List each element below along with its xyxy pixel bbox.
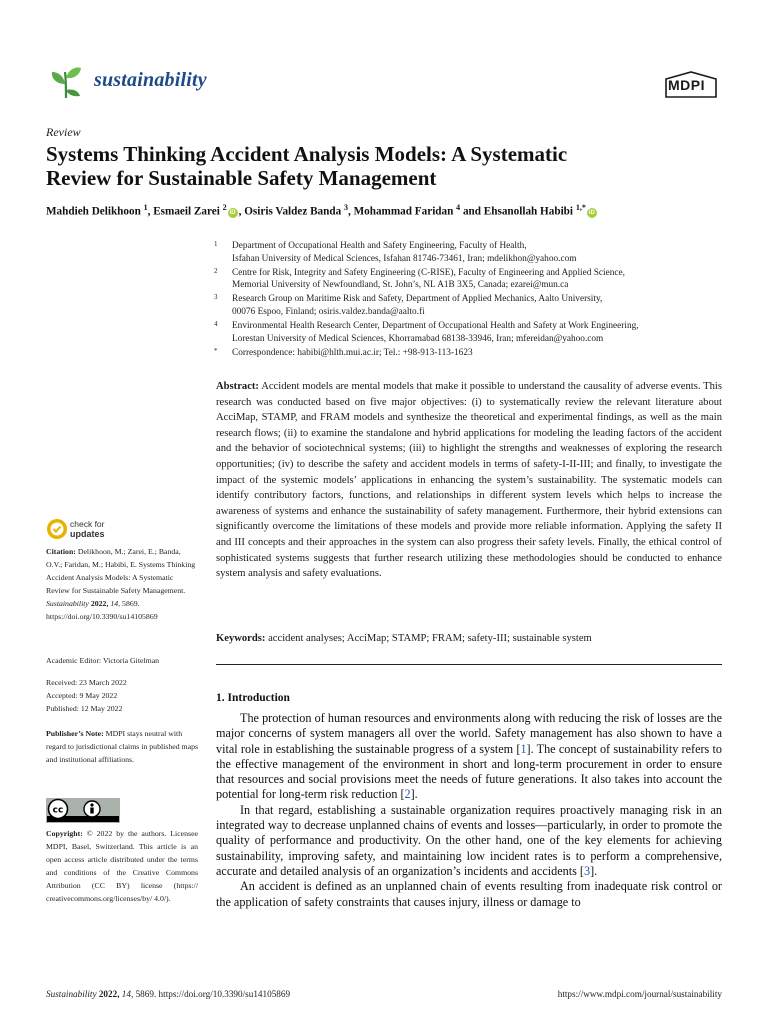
cc-by-license-icon[interactable]: [46, 798, 120, 823]
author-name[interactable]: Esmaeil Zarei: [153, 205, 220, 218]
paragraph: [216, 879, 722, 910]
footer-doi[interactable]: 5869. https://doi.org/10.3390/su14105869: [135, 989, 291, 999]
citation-text: Delikhoon, M.; Zarei, E.; Banda, O.V.; Faridan, M.; Habibi, E. Systems Thinking Accident Analysis Models: A Systematic Review for Sustainable Safety Management.: [46, 547, 196, 595]
author-name[interactable]: Ehsanollah Habibi: [483, 205, 574, 218]
affiliation-line: Centre for Risk, Integrity and Safety Engineering (C-RISE), Faculty of Engineering and Applied Science,: [232, 267, 625, 278]
publisher-note-label: Publisher’s Note:: [46, 729, 104, 738]
author-separator: ,: [238, 205, 245, 218]
footer-citation: [46, 989, 290, 999]
keywords: [216, 631, 722, 646]
affiliation-number: 1: [214, 240, 218, 248]
citation-journal: Sustainability: [46, 599, 89, 608]
publisher-note: [46, 727, 198, 766]
citation-volume: 14,: [110, 599, 121, 608]
correspondence-item: [210, 347, 740, 360]
affiliation-line: Environmental Health Research Center, Department of Occupational Health and Safety at Work Engineering,: [232, 321, 639, 332]
author-separator: and: [460, 205, 484, 218]
abstract-label: Abstract:: [216, 381, 259, 392]
author-separator: ,: [347, 205, 354, 218]
copyright-text: © 2022 by the authors. Licensee MDPI, Basel, Switzerland. This article is an open access article distributed under the terms and conditions of the Creative Commons Attribution (CC BY) license (https:// creativecommons.org/licenses/by/ 4.0/).: [46, 829, 198, 903]
citation-link[interactable]: 2: [404, 787, 411, 802]
section-heading: 1. Introduction: [216, 692, 290, 704]
footer-year: 2022,: [98, 989, 120, 999]
text-run: ]. The concept of sustainability refers to the effective management of the environment in short and long-term procurement in order to ensure that resources and social provisions meet the needs of future generations. It also takes into account the potential for long-term risk reduction [: [216, 741, 723, 802]
affiliation-line: Memorial University of Newfoundland, St. John’s, NL A1B 3X5, Canada; ezarei@mun.ca: [232, 280, 569, 291]
article-type: Review: [46, 125, 81, 139]
accepted-date: Accepted: 9 May 2022: [46, 691, 118, 700]
affiliation-item: [210, 267, 740, 292]
footer-journal-url[interactable]: https://www.mdpi.com/journal/sustainability: [557, 989, 722, 999]
author-name[interactable]: Osiris Valdez Banda: [244, 205, 342, 218]
affiliation-line: Research Group on Maritime Risk and Safety, Department of Applied Mechanics, Aalto University,: [232, 294, 603, 305]
keywords-label: Keywords:: [216, 633, 266, 644]
footer-journal: Sustainability: [46, 989, 97, 999]
affiliation-line: Isfahan University of Medical Sciences, Isfahan 81746-73461, Iran; mdelikhon@yahoo.com: [232, 253, 577, 264]
article-title: [46, 142, 726, 190]
author-affil-ref: 1,*: [575, 203, 586, 212]
check-updates-label: updates: [70, 529, 105, 539]
text-run: The protection of human resources and environments along with reducing the risk of losses are the major concerns of system managers all over the world. Safety management has also shown to have a vital role in establishing the sustainable progress of a system [: [216, 711, 722, 756]
section-divider: [216, 664, 722, 665]
published-date: Published: 12 May 2022: [46, 704, 123, 713]
check-for-updates-badge[interactable]: [46, 516, 126, 542]
text-run: An accident is defined as an unplanned chain of events resulting from inadequate risk control or the application of safety constraints that causes injury, illness or damage to: [216, 879, 722, 909]
copyright-label: Copyright:: [46, 829, 83, 838]
publisher-name: MDPI: [668, 77, 705, 93]
affiliation-item: [210, 320, 740, 345]
citation-label: Citation:: [46, 547, 76, 556]
correspondence-line[interactable]: Correspondence: habibi@hlth.mui.ac.ir; Tel.: +98-913-113-1623: [232, 347, 473, 358]
publisher-note-text: MDPI stays neutral with regard to jurisdictional claims in published maps and institutional affiliations.: [46, 729, 199, 764]
affiliation-line: Department of Occupational Health and Safety Engineering, Faculty of Health,: [232, 241, 527, 251]
author-affil-ref: 2: [222, 203, 227, 212]
citation-link[interactable]: 1: [520, 741, 527, 756]
citation-doi[interactable]: 5869. https://doi.org/10.3390/su14105869: [46, 599, 158, 621]
citation-year: 2022,: [90, 599, 109, 608]
title-line-2: Review for Sustainable Safety Management: [46, 166, 437, 190]
affiliation-number: 3: [214, 293, 218, 302]
journal-logo-icon: [46, 62, 86, 102]
keywords-text: accident analyses; AcciMap; STAMP; FRAM; safety-III; sustainable system: [268, 633, 592, 644]
author-name[interactable]: Mahdieh Delikhoon: [46, 205, 141, 218]
author-affil-ref: 1: [143, 203, 148, 212]
abstract-text: Accident models are mental models that make it possible to understand the causality of adverse events. This research was conducted based on five major objectives: (i) to systematically review the relevant literature about AcciMap, STAMP, and FRAM models and synthesize the theoretical and experimental findings, as well as the main research flows; (ii) to examine the standalone and hybrid applications for modeling the leading factors of the accident and the behavior of sociotechnical systems; (iii) to highlight the strengths and weaknesses of exploring the research opportunities; (iv) to describe the safety and accident models in terms of safety-I-II-III; and finally, to investigate the impact of the systemic models’ applications in enhancing the system’s sustainability. The systematic models can identify contributory factors, functions, and relationships in different system levels which helps to increase the awareness of systems and enhance the sustainability of safety management. Furthermore, their hybrid extensions can significantly overcome the limitations of these models and provide more reliable information. Applying the safety II and III concepts and their approaches in the system can also progress their safety levels. Finally, the ethical control of sophisticated systems suggests that further research utilizing these methodologies should be conducted to enhance system analysis and safety evaluations.: [216, 381, 722, 580]
affiliation-item: [210, 293, 740, 318]
affiliation-line: 00076 Espoo, Finland; osiris.valdez.banda@aalto.fi: [232, 306, 425, 317]
citation-link[interactable]: 3: [583, 863, 591, 878]
affiliations: [210, 240, 740, 361]
academic-editor: Academic Editor: Victoria Gitelman: [46, 656, 160, 665]
affiliation-line: Lorestan University of Medical Sciences, Khorramabad 68138-33946, Iran; mfereidan@yahoo.com: [232, 333, 604, 344]
copyright-block: [46, 827, 198, 905]
paragraph: [216, 711, 722, 803]
orcid-icon[interactable]: iD: [588, 209, 595, 216]
journal-name: sustainability: [94, 69, 207, 91]
intro-body: [216, 711, 722, 910]
received-date: Received: 23 March 2022: [46, 678, 127, 687]
dates-block: [46, 676, 198, 715]
author-name[interactable]: Mohammad Faridan: [353, 205, 454, 218]
text-run: In that regard, establishing a sustainable organization requires proactively managing risk in an integrated way to decrease unplanned chains of events and losses—particularly, in order to promote the quality of performance and productivity. On the other hand, one of the key elements for achieving sustainability, improving safety, and maintaining low incident rates is to perform a comprehensive, accurate and detailed analysis of an organization’s incidents and accidents [: [216, 802, 722, 878]
author-separator: ,: [147, 205, 154, 218]
abstract: [216, 379, 722, 582]
title-line-1: Systems Thinking Accident Analysis Models: A Systematic: [46, 142, 568, 166]
affiliation-number: 2: [214, 266, 218, 275]
svg-text:cc: cc: [52, 805, 64, 816]
publisher-logo: [664, 71, 718, 99]
affiliation-number: *: [214, 346, 218, 355]
author-list: [46, 203, 736, 218]
paragraph: [216, 803, 722, 879]
page-footer: [46, 989, 722, 999]
author-affil-ref: 3: [343, 203, 348, 212]
text-run: ].: [590, 863, 598, 878]
author-affil-ref: 4: [456, 203, 461, 212]
footer-volume: 14,: [121, 989, 134, 999]
check-updates-icon: [46, 518, 68, 540]
citation-block: [46, 545, 198, 623]
orcid-icon[interactable]: iD: [229, 209, 236, 216]
check-updates-label: check for: [70, 519, 105, 529]
affiliation-number: 4: [214, 320, 218, 329]
text-run: ].: [410, 787, 418, 802]
affiliation-item: [210, 240, 740, 265]
